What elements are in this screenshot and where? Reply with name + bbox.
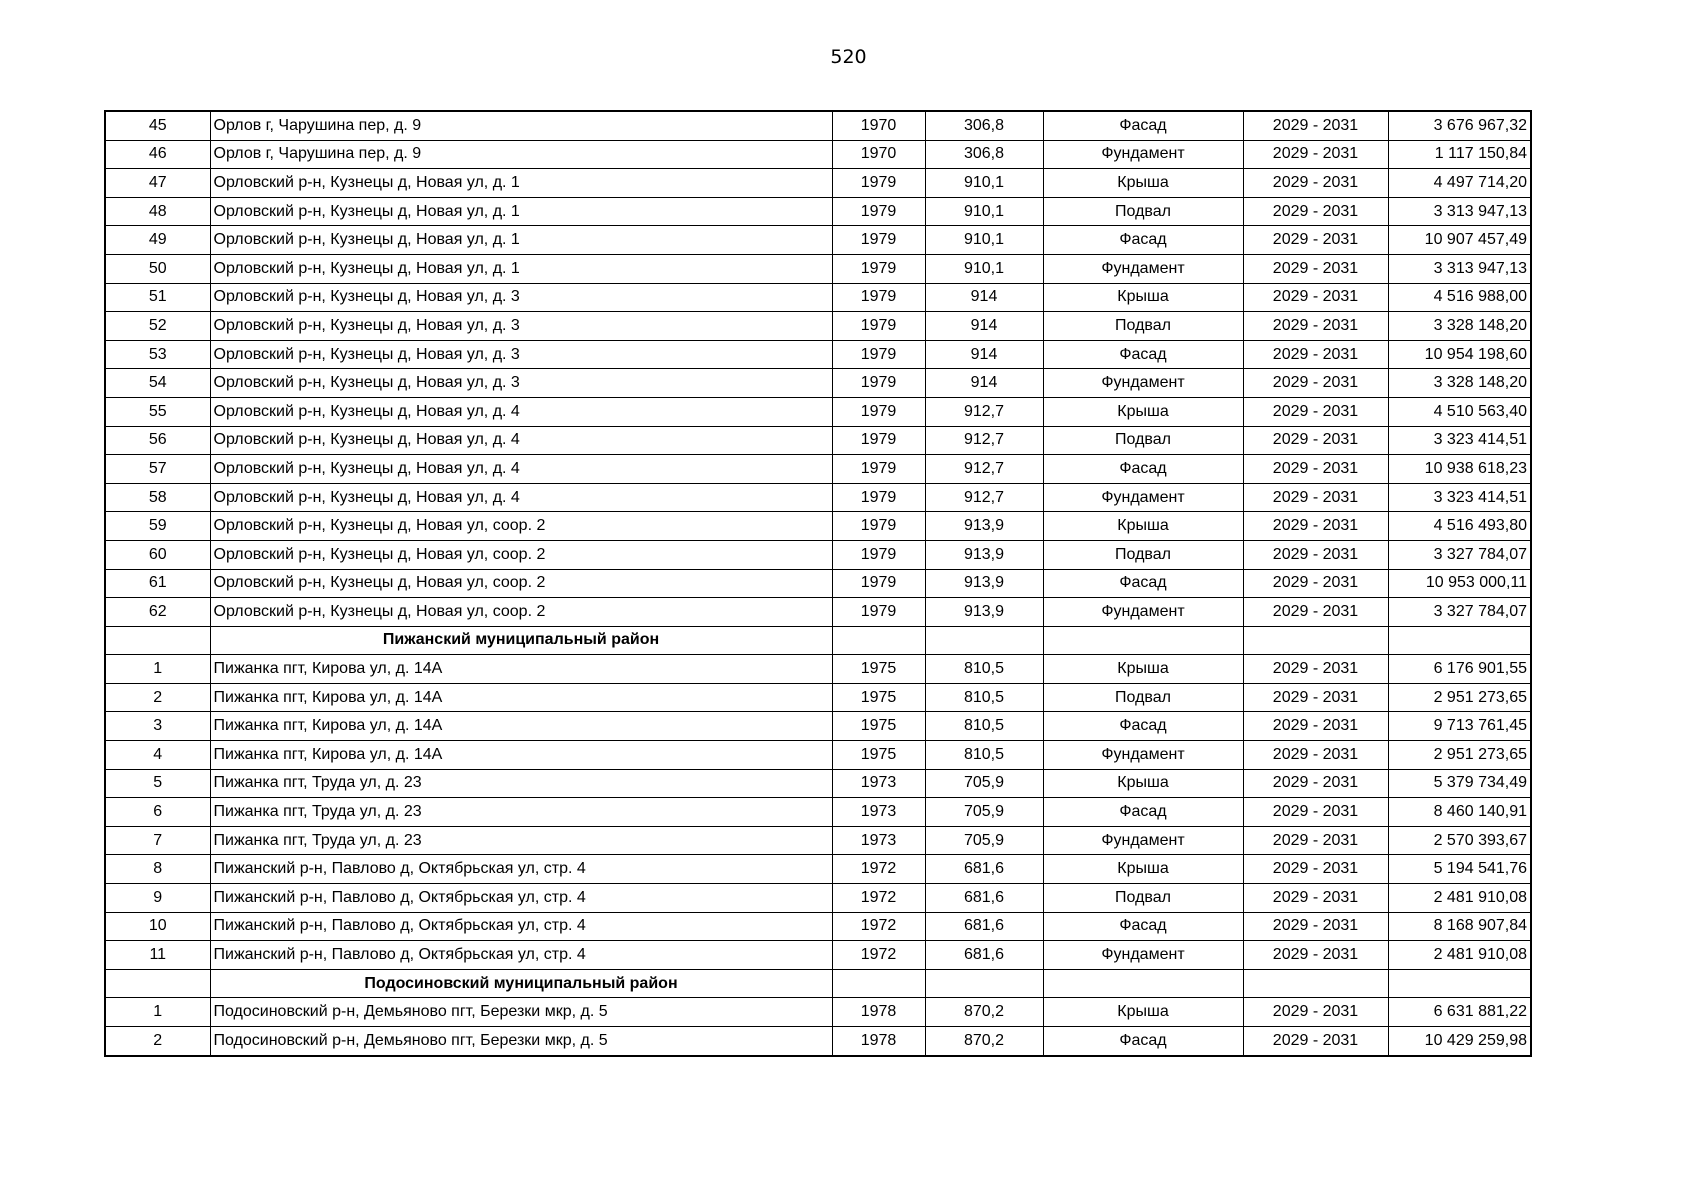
row-number-cell: 45 bbox=[105, 111, 210, 140]
row-number-cell: 4 bbox=[105, 741, 210, 770]
cost-cell: 9 713 761,45 bbox=[1388, 712, 1531, 741]
structural-element-cell: Подвал bbox=[1043, 683, 1243, 712]
table-row bbox=[105, 598, 1531, 627]
repair-schedule-table bbox=[104, 110, 1532, 1057]
structural-element-cell: Фундамент bbox=[1043, 483, 1243, 512]
build-year-cell: 1975 bbox=[832, 712, 925, 741]
period-cell: 2029 - 2031 bbox=[1243, 540, 1388, 569]
build-year-cell: 1970 bbox=[832, 140, 925, 169]
period-cell: 2029 - 2031 bbox=[1243, 483, 1388, 512]
row-number-cell: 57 bbox=[105, 455, 210, 484]
cost-cell: 2 570 393,67 bbox=[1388, 826, 1531, 855]
build-year-cell: 1978 bbox=[832, 1027, 925, 1056]
row-number-cell: 56 bbox=[105, 426, 210, 455]
area-cell: 681,6 bbox=[925, 855, 1043, 884]
row-number-cell: 6 bbox=[105, 798, 210, 827]
area-cell: 913,9 bbox=[925, 569, 1043, 598]
structural-element-cell: Фасад bbox=[1043, 455, 1243, 484]
period-cell: 2029 - 2031 bbox=[1243, 169, 1388, 198]
cost-cell: 3 328 148,20 bbox=[1388, 369, 1531, 398]
period-cell: 2029 - 2031 bbox=[1243, 569, 1388, 598]
cost-cell: 3 328 148,20 bbox=[1388, 312, 1531, 341]
build-year-cell: 1979 bbox=[832, 369, 925, 398]
period-cell: 2029 - 2031 bbox=[1243, 512, 1388, 541]
build-year-cell: 1978 bbox=[832, 998, 925, 1027]
area-cell: 912,7 bbox=[925, 397, 1043, 426]
table-row bbox=[105, 712, 1531, 741]
row-number-cell: 7 bbox=[105, 826, 210, 855]
empty-cell bbox=[1388, 969, 1531, 998]
table-row bbox=[105, 169, 1531, 198]
cost-cell: 1 117 150,84 bbox=[1388, 140, 1531, 169]
structural-element-cell: Крыша bbox=[1043, 855, 1243, 884]
build-year-cell: 1979 bbox=[832, 598, 925, 627]
address-cell: Орловский р-н, Кузнецы д, Новая ул, д. 1 bbox=[210, 226, 832, 255]
table-body bbox=[105, 111, 1531, 1056]
cost-cell: 4 510 563,40 bbox=[1388, 397, 1531, 426]
cost-cell: 4 516 493,80 bbox=[1388, 512, 1531, 541]
build-year-cell: 1975 bbox=[832, 683, 925, 712]
table-row bbox=[105, 340, 1531, 369]
build-year-cell: 1972 bbox=[832, 855, 925, 884]
period-cell: 2029 - 2031 bbox=[1243, 140, 1388, 169]
address-cell: Орловский р-н, Кузнецы д, Новая ул, соор. 2 bbox=[210, 569, 832, 598]
period-cell: 2029 - 2031 bbox=[1243, 283, 1388, 312]
section-title: Пижанский муниципальный район bbox=[210, 626, 832, 655]
area-cell: 705,9 bbox=[925, 826, 1043, 855]
area-cell: 910,1 bbox=[925, 226, 1043, 255]
period-cell: 2029 - 2031 bbox=[1243, 884, 1388, 913]
build-year-cell: 1972 bbox=[832, 884, 925, 913]
area-cell: 810,5 bbox=[925, 741, 1043, 770]
row-number-cell: 55 bbox=[105, 397, 210, 426]
row-number-cell: 54 bbox=[105, 369, 210, 398]
address-cell: Орловский р-н, Кузнецы д, Новая ул, д. 1 bbox=[210, 254, 832, 283]
table-row bbox=[105, 569, 1531, 598]
cost-cell: 2 481 910,08 bbox=[1388, 941, 1531, 970]
table-row bbox=[105, 798, 1531, 827]
table-row bbox=[105, 998, 1531, 1027]
row-number-cell: 2 bbox=[105, 1027, 210, 1056]
address-cell: Пижанка пгт, Кирова ул, д. 14А bbox=[210, 655, 832, 684]
empty-cell bbox=[1243, 626, 1388, 655]
table-row bbox=[105, 483, 1531, 512]
row-number-cell: 62 bbox=[105, 598, 210, 627]
empty-cell bbox=[1043, 969, 1243, 998]
cost-cell: 8 168 907,84 bbox=[1388, 912, 1531, 941]
table-row bbox=[105, 769, 1531, 798]
build-year-cell: 1979 bbox=[832, 312, 925, 341]
structural-element-cell: Крыша bbox=[1043, 512, 1243, 541]
structural-element-cell: Крыша bbox=[1043, 397, 1243, 426]
build-year-cell: 1973 bbox=[832, 769, 925, 798]
cost-cell: 5 194 541,76 bbox=[1388, 855, 1531, 884]
area-cell: 912,7 bbox=[925, 483, 1043, 512]
period-cell: 2029 - 2031 bbox=[1243, 312, 1388, 341]
build-year-cell: 1979 bbox=[832, 483, 925, 512]
build-year-cell: 1979 bbox=[832, 169, 925, 198]
build-year-cell: 1979 bbox=[832, 254, 925, 283]
period-cell: 2029 - 2031 bbox=[1243, 369, 1388, 398]
period-cell: 2029 - 2031 bbox=[1243, 712, 1388, 741]
table-row bbox=[105, 397, 1531, 426]
structural-element-cell: Крыша bbox=[1043, 283, 1243, 312]
build-year-cell: 1979 bbox=[832, 540, 925, 569]
area-cell: 705,9 bbox=[925, 798, 1043, 827]
address-cell: Орловский р-н, Кузнецы д, Новая ул, д. 4 bbox=[210, 426, 832, 455]
period-cell: 2029 - 2031 bbox=[1243, 769, 1388, 798]
build-year-cell: 1979 bbox=[832, 283, 925, 312]
address-cell: Орловский р-н, Кузнецы д, Новая ул, д. 3 bbox=[210, 369, 832, 398]
table-row bbox=[105, 655, 1531, 684]
area-cell: 810,5 bbox=[925, 712, 1043, 741]
period-cell: 2029 - 2031 bbox=[1243, 598, 1388, 627]
cost-cell: 3 676 967,32 bbox=[1388, 111, 1531, 140]
section-header-row bbox=[105, 626, 1531, 655]
period-cell: 2029 - 2031 bbox=[1243, 397, 1388, 426]
empty-cell bbox=[1388, 626, 1531, 655]
address-cell: Пижанский р-н, Павлово д, Октябрьская ул, стр. 4 bbox=[210, 884, 832, 913]
structural-element-cell: Подвал bbox=[1043, 884, 1243, 913]
row-number-cell: 58 bbox=[105, 483, 210, 512]
table-row bbox=[105, 426, 1531, 455]
area-cell: 914 bbox=[925, 369, 1043, 398]
address-cell: Орловский р-н, Кузнецы д, Новая ул, д. 3 bbox=[210, 340, 832, 369]
build-year-cell: 1979 bbox=[832, 569, 925, 598]
period-cell: 2029 - 2031 bbox=[1243, 226, 1388, 255]
address-cell: Орловский р-н, Кузнецы д, Новая ул, соор. 2 bbox=[210, 512, 832, 541]
area-cell: 913,9 bbox=[925, 512, 1043, 541]
row-number-cell: 1 bbox=[105, 655, 210, 684]
area-cell: 914 bbox=[925, 283, 1043, 312]
structural-element-cell: Фундамент bbox=[1043, 254, 1243, 283]
cost-cell: 2 951 273,65 bbox=[1388, 741, 1531, 770]
structural-element-cell: Фундамент bbox=[1043, 941, 1243, 970]
address-cell: Пижанка пгт, Труда ул, д. 23 bbox=[210, 798, 832, 827]
structural-element-cell: Крыша bbox=[1043, 769, 1243, 798]
address-cell: Пижанский р-н, Павлово д, Октябрьская ул, стр. 4 bbox=[210, 855, 832, 884]
row-number-cell: 10 bbox=[105, 912, 210, 941]
row-number-cell: 48 bbox=[105, 197, 210, 226]
area-cell: 681,6 bbox=[925, 912, 1043, 941]
period-cell: 2029 - 2031 bbox=[1243, 1027, 1388, 1056]
build-year-cell: 1972 bbox=[832, 912, 925, 941]
structural-element-cell: Фасад bbox=[1043, 340, 1243, 369]
address-cell: Пижанский р-н, Павлово д, Октябрьская ул, стр. 4 bbox=[210, 941, 832, 970]
address-cell: Пижанский р-н, Павлово д, Октябрьская ул, стр. 4 bbox=[210, 912, 832, 941]
row-number-cell: 60 bbox=[105, 540, 210, 569]
row-number-cell: 3 bbox=[105, 712, 210, 741]
period-cell: 2029 - 2031 bbox=[1243, 426, 1388, 455]
row-number-cell: 49 bbox=[105, 226, 210, 255]
structural-element-cell: Фасад bbox=[1043, 798, 1243, 827]
period-cell: 2029 - 2031 bbox=[1243, 655, 1388, 684]
cost-cell: 10 953 000,11 bbox=[1388, 569, 1531, 598]
structural-element-cell: Фасад bbox=[1043, 712, 1243, 741]
row-number-cell: 2 bbox=[105, 683, 210, 712]
empty-cell bbox=[832, 969, 925, 998]
cost-cell: 2 951 273,65 bbox=[1388, 683, 1531, 712]
structural-element-cell: Фасад bbox=[1043, 111, 1243, 140]
cost-cell: 5 379 734,49 bbox=[1388, 769, 1531, 798]
structural-element-cell: Фундамент bbox=[1043, 140, 1243, 169]
build-year-cell: 1979 bbox=[832, 397, 925, 426]
address-cell: Пижанка пгт, Труда ул, д. 23 bbox=[210, 826, 832, 855]
build-year-cell: 1979 bbox=[832, 512, 925, 541]
structural-element-cell: Подвал bbox=[1043, 312, 1243, 341]
address-cell: Орловский р-н, Кузнецы д, Новая ул, д. 1 bbox=[210, 169, 832, 198]
period-cell: 2029 - 2031 bbox=[1243, 941, 1388, 970]
address-cell: Пижанка пгт, Кирова ул, д. 14А bbox=[210, 741, 832, 770]
build-year-cell: 1970 bbox=[832, 111, 925, 140]
table-row bbox=[105, 683, 1531, 712]
row-number-cell: 52 bbox=[105, 312, 210, 341]
cost-cell: 3 313 947,13 bbox=[1388, 197, 1531, 226]
address-cell: Орловский р-н, Кузнецы д, Новая ул, соор. 2 bbox=[210, 598, 832, 627]
table-row bbox=[105, 226, 1531, 255]
structural-element-cell: Фасад bbox=[1043, 1027, 1243, 1056]
cost-cell: 10 938 618,23 bbox=[1388, 455, 1531, 484]
address-cell: Пижанка пгт, Труда ул, д. 23 bbox=[210, 769, 832, 798]
table-row bbox=[105, 455, 1531, 484]
empty-cell bbox=[925, 626, 1043, 655]
address-cell: Подосиновский р-н, Демьяново пгт, Березки мкр, д. 5 bbox=[210, 998, 832, 1027]
structural-element-cell: Крыша bbox=[1043, 655, 1243, 684]
area-cell: 810,5 bbox=[925, 655, 1043, 684]
area-cell: 681,6 bbox=[925, 941, 1043, 970]
row-number-cell: 59 bbox=[105, 512, 210, 541]
table-row bbox=[105, 254, 1531, 283]
cost-cell: 3 323 414,51 bbox=[1388, 483, 1531, 512]
address-cell: Пижанка пгт, Кирова ул, д. 14А bbox=[210, 712, 832, 741]
cost-cell: 3 327 784,07 bbox=[1388, 598, 1531, 627]
area-cell: 306,8 bbox=[925, 111, 1043, 140]
address-cell: Орловский р-н, Кузнецы д, Новая ул, соор. 2 bbox=[210, 540, 832, 569]
structural-element-cell: Фасад bbox=[1043, 912, 1243, 941]
row-number-cell: 5 bbox=[105, 769, 210, 798]
structural-element-cell: Подвал bbox=[1043, 426, 1243, 455]
table-row bbox=[105, 855, 1531, 884]
address-cell: Пижанка пгт, Кирова ул, д. 14А bbox=[210, 683, 832, 712]
area-cell: 913,9 bbox=[925, 598, 1043, 627]
area-cell: 912,7 bbox=[925, 426, 1043, 455]
structural-element-cell: Подвал bbox=[1043, 197, 1243, 226]
table-row bbox=[105, 912, 1531, 941]
table-row bbox=[105, 512, 1531, 541]
area-cell: 870,2 bbox=[925, 998, 1043, 1027]
build-year-cell: 1975 bbox=[832, 655, 925, 684]
structural-element-cell: Крыша bbox=[1043, 998, 1243, 1027]
cost-cell: 10 429 259,98 bbox=[1388, 1027, 1531, 1056]
address-cell: Орловский р-н, Кузнецы д, Новая ул, д. 4 bbox=[210, 455, 832, 484]
period-cell: 2029 - 2031 bbox=[1243, 455, 1388, 484]
structural-element-cell: Фасад bbox=[1043, 569, 1243, 598]
cost-cell: 3 313 947,13 bbox=[1388, 254, 1531, 283]
row-number-cell: 9 bbox=[105, 884, 210, 913]
row-number-cell: 50 bbox=[105, 254, 210, 283]
period-cell: 2029 - 2031 bbox=[1243, 798, 1388, 827]
period-cell: 2029 - 2031 bbox=[1243, 254, 1388, 283]
empty-cell bbox=[1043, 626, 1243, 655]
row-number-cell: 53 bbox=[105, 340, 210, 369]
build-year-cell: 1979 bbox=[832, 197, 925, 226]
area-cell: 913,9 bbox=[925, 540, 1043, 569]
area-cell: 914 bbox=[925, 312, 1043, 341]
build-year-cell: 1979 bbox=[832, 226, 925, 255]
cost-cell: 10 907 457,49 bbox=[1388, 226, 1531, 255]
period-cell: 2029 - 2031 bbox=[1243, 741, 1388, 770]
table-row bbox=[105, 283, 1531, 312]
cost-cell: 10 954 198,60 bbox=[1388, 340, 1531, 369]
address-cell: Орловский р-н, Кузнецы д, Новая ул, д. 3 bbox=[210, 283, 832, 312]
table-row bbox=[105, 540, 1531, 569]
row-number-cell: 47 bbox=[105, 169, 210, 198]
cost-cell: 3 327 784,07 bbox=[1388, 540, 1531, 569]
address-cell: Орловский р-н, Кузнецы д, Новая ул, д. 4 bbox=[210, 397, 832, 426]
structural-element-cell: Подвал bbox=[1043, 540, 1243, 569]
page-number: 520 bbox=[830, 46, 867, 68]
structural-element-cell: Фундамент bbox=[1043, 598, 1243, 627]
area-cell: 914 bbox=[925, 340, 1043, 369]
empty-cell bbox=[832, 626, 925, 655]
cost-cell: 4 516 988,00 bbox=[1388, 283, 1531, 312]
build-year-cell: 1979 bbox=[832, 340, 925, 369]
area-cell: 810,5 bbox=[925, 683, 1043, 712]
table-row bbox=[105, 741, 1531, 770]
address-cell: Орловский р-н, Кузнецы д, Новая ул, д. 1 bbox=[210, 197, 832, 226]
empty-cell bbox=[105, 969, 210, 998]
period-cell: 2029 - 2031 bbox=[1243, 683, 1388, 712]
cost-cell: 3 323 414,51 bbox=[1388, 426, 1531, 455]
table-row bbox=[105, 197, 1531, 226]
period-cell: 2029 - 2031 bbox=[1243, 197, 1388, 226]
period-cell: 2029 - 2031 bbox=[1243, 855, 1388, 884]
period-cell: 2029 - 2031 bbox=[1243, 340, 1388, 369]
area-cell: 306,8 bbox=[925, 140, 1043, 169]
area-cell: 681,6 bbox=[925, 884, 1043, 913]
row-number-cell: 61 bbox=[105, 569, 210, 598]
area-cell: 705,9 bbox=[925, 769, 1043, 798]
cost-cell: 8 460 140,91 bbox=[1388, 798, 1531, 827]
area-cell: 870,2 bbox=[925, 1027, 1043, 1056]
table-row bbox=[105, 826, 1531, 855]
cost-cell: 4 497 714,20 bbox=[1388, 169, 1531, 198]
table-row bbox=[105, 140, 1531, 169]
build-year-cell: 1979 bbox=[832, 426, 925, 455]
build-year-cell: 1973 bbox=[832, 826, 925, 855]
build-year-cell: 1973 bbox=[832, 798, 925, 827]
address-cell: Орлов г, Чарушина пер, д. 9 bbox=[210, 111, 832, 140]
table-row bbox=[105, 1027, 1531, 1056]
row-number-cell: 11 bbox=[105, 941, 210, 970]
empty-cell bbox=[925, 969, 1043, 998]
cost-cell: 6 631 881,22 bbox=[1388, 998, 1531, 1027]
period-cell: 2029 - 2031 bbox=[1243, 826, 1388, 855]
empty-cell bbox=[105, 626, 210, 655]
period-cell: 2029 - 2031 bbox=[1243, 111, 1388, 140]
table-row bbox=[105, 312, 1531, 341]
area-cell: 910,1 bbox=[925, 254, 1043, 283]
row-number-cell: 46 bbox=[105, 140, 210, 169]
structural-element-cell: Крыша bbox=[1043, 169, 1243, 198]
row-number-cell: 1 bbox=[105, 998, 210, 1027]
cost-cell: 6 176 901,55 bbox=[1388, 655, 1531, 684]
build-year-cell: 1972 bbox=[832, 941, 925, 970]
row-number-cell: 51 bbox=[105, 283, 210, 312]
build-year-cell: 1975 bbox=[832, 741, 925, 770]
section-title: Подосиновский муниципальный район bbox=[210, 969, 832, 998]
area-cell: 910,1 bbox=[925, 169, 1043, 198]
cost-cell: 2 481 910,08 bbox=[1388, 884, 1531, 913]
area-cell: 910,1 bbox=[925, 197, 1043, 226]
structural-element-cell: Фундамент bbox=[1043, 826, 1243, 855]
address-cell: Орловский р-н, Кузнецы д, Новая ул, д. 4 bbox=[210, 483, 832, 512]
row-number-cell: 8 bbox=[105, 855, 210, 884]
address-cell: Орловский р-н, Кузнецы д, Новая ул, д. 3 bbox=[210, 312, 832, 341]
structural-element-cell: Фундамент bbox=[1043, 741, 1243, 770]
table-row bbox=[105, 369, 1531, 398]
table-row bbox=[105, 111, 1531, 140]
section-header-row bbox=[105, 969, 1531, 998]
area-cell: 912,7 bbox=[925, 455, 1043, 484]
period-cell: 2029 - 2031 bbox=[1243, 912, 1388, 941]
build-year-cell: 1979 bbox=[832, 455, 925, 484]
period-cell: 2029 - 2031 bbox=[1243, 998, 1388, 1027]
structural-element-cell: Фасад bbox=[1043, 226, 1243, 255]
empty-cell bbox=[1243, 969, 1388, 998]
table-row bbox=[105, 884, 1531, 913]
structural-element-cell: Фундамент bbox=[1043, 369, 1243, 398]
address-cell: Орлов г, Чарушина пер, д. 9 bbox=[210, 140, 832, 169]
address-cell: Подосиновский р-н, Демьяново пгт, Березки мкр, д. 5 bbox=[210, 1027, 832, 1056]
table-row bbox=[105, 941, 1531, 970]
